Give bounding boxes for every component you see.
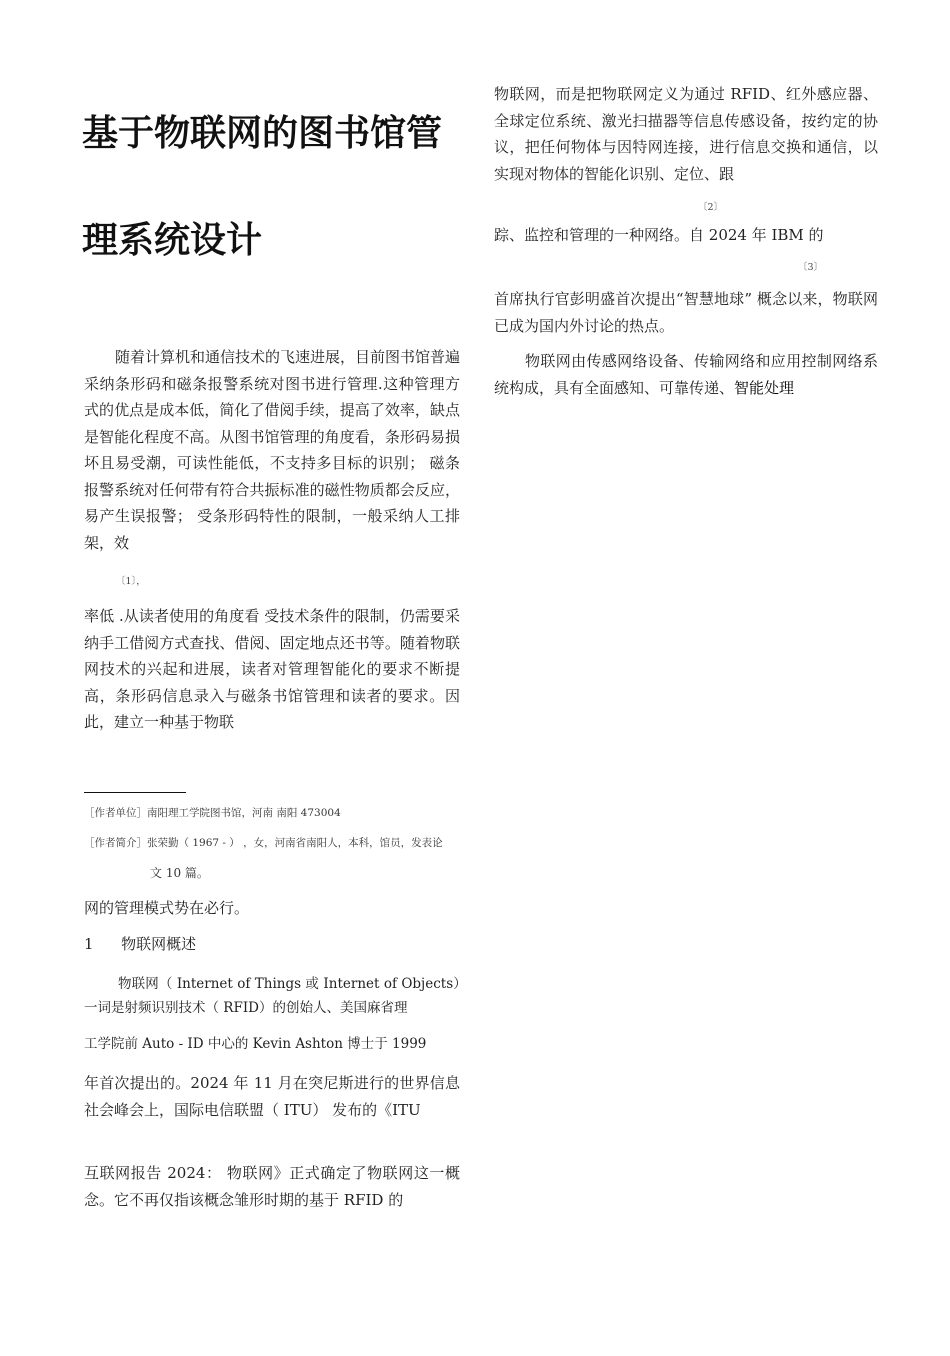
- title-line-2: 理系统设计: [82, 220, 263, 261]
- left-paragraph-4: 物联网（ Internet of Things 或 Internet of Objects）一词是射频识别技术（ RFID）的创始人、美国麻省理: [84, 976, 460, 1016]
- footnote-divider: [84, 792, 186, 793]
- left-paragraph-1: 随着计算机和通信技术的飞速进展，目前图书馆普遍采纳条形码和磁条报警系统对图书进行管理.这种管理方式的优点是成本低，简化了借阅手续，提高了效率，缺点是智能化程度不高。从图书馆管理的角度看，条形码易损坏且易受潮，可读性能低，不支持多目标的识别； 磁条报警系统对任何带有符合共振标准的磁性物质都会反应，易产生误报警； 受条形码特性的限制，一般采纳人工排架，效: [84, 348, 461, 552]
- right-paragraph-4: [494, 348, 878, 402]
- citation-2: 〔2〕: [698, 202, 724, 213]
- footnote-author-bio-cont: 文 10 篇。: [150, 866, 209, 880]
- right-paragraph-1: 物联网，而是把物联网定义为通过 RFID、红外感应器、全球定位系统、激光扫描器等信息传感设备，按约定的协议，把任何物体与因特网连接，进行信息交换和通信，以实现对物体的智能化识别、定位、跟: [494, 85, 878, 183]
- section-number: 1: [84, 935, 94, 953]
- right-paragraph-2: 踪、监控和管理的一种网络。自 2024 年 IBM 的: [494, 226, 824, 244]
- footnote-affiliation: ［作者单位］南阳理工学院图书馆，河南 南阳 473004: [84, 807, 341, 819]
- title-line-1: 基于物联网的图书馆管: [82, 113, 443, 154]
- footnote-author-bio: ［作者简介］张荣勤（ 1967 - ） ，女，河南省南阳人，本科，馆员，发表论: [84, 837, 443, 849]
- left-paragraph-3: 网的管理模式势在必行。: [84, 899, 250, 917]
- citation-3: 〔3〕: [798, 262, 824, 273]
- section-title: 物联网概述: [121, 935, 197, 953]
- left-paragraph-2: 率低 .从读者使用的角度看 受技术条件的限制，仍需要采纳手工借阅方式查找、借阅、固定地点还书等。随着物联网技术的兴起和进展，读者对管理智能化的要求不断提高，条形码信息录入与磁条书馆管理和读者的要求。因此，建立一种基于物联: [84, 607, 460, 731]
- left-paragraph-6: 互联网报告 2024： 物联网》正式确定了物联网这一概念。它不再仅指该概念雏形时期的基于 RFID 的: [84, 1164, 460, 1209]
- right-paragraph-3: 首席执行官彭明盛首次提出“智慧地球” 概念以来，物联网已成为国内外讨论的热点。: [494, 290, 878, 335]
- citation-1: 〔1〕，: [116, 576, 146, 587]
- left-paragraph-4-cont: 工学院前 Auto - ID 中心的 Kevin Ashton 博士于 1999: [84, 1036, 427, 1052]
- section-heading: [84, 933, 196, 954]
- left-paragraph-5: 年首次提出的。2024 年 11 月在突尼斯进行的世界信息社会峰会上，国际电信联盟（ ITU） 发布的《ITU: [84, 1074, 460, 1119]
- right-paragraph-4-text: 物联网由传感网络设备、传输网络和应用控制网络系统构成，具有全面感知、可靠传递、: [494, 352, 878, 397]
- right-paragraph-4-highlight: 智能处理: [734, 379, 795, 397]
